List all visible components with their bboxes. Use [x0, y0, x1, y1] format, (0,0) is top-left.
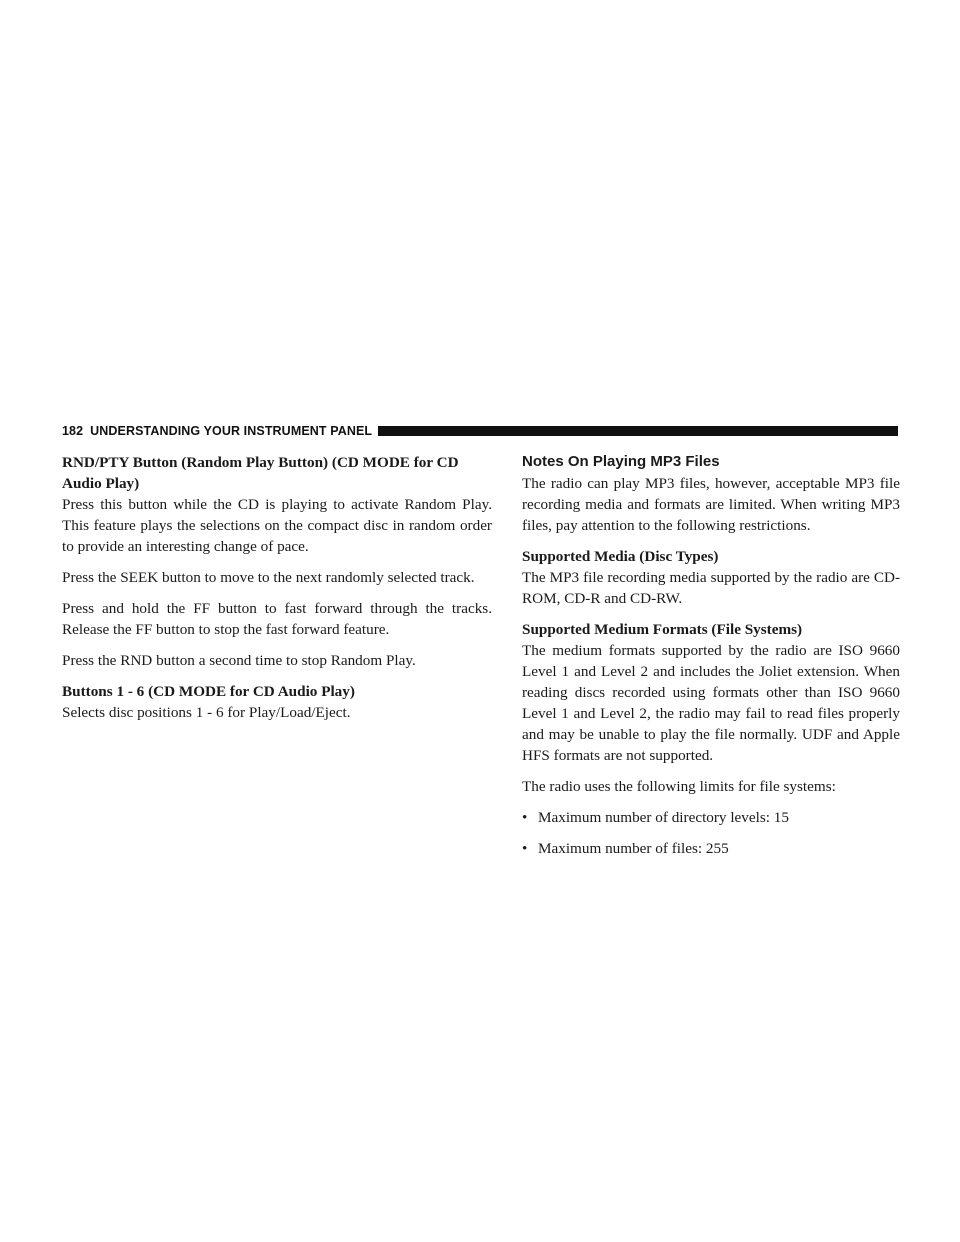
list-item: [522, 807, 900, 828]
paragraph-file-limits: The radio uses the following limits for file systems:: [522, 778, 836, 795]
paragraph-random-play: Press this button while the CD is playing to activate Random Play. This feature plays the selections on the compact disc in random order to provide an interesting change of pace.: [62, 496, 492, 555]
right-column: [522, 452, 900, 869]
paragraph-fast-forward: Press and hold the FF button to fast forward through the tracks. Release the FF button to stop the fast forward feature.: [62, 600, 492, 638]
heading-rnd-button: RND/PTY Button (Random Play Button) (CD MODE for CD Audio Play): [62, 454, 459, 492]
page-header: [62, 424, 898, 438]
paragraph-disc-positions: Selects disc positions 1 - 6 for Play/Load/Eject.: [62, 704, 351, 721]
page-number: 182: [62, 424, 84, 438]
paragraph-seek: Press the SEEK button to move to the next randomly selected track.: [62, 569, 475, 586]
paragraph-supported-formats: The medium formats supported by the radio are ISO 9660 Level 1 and Level 2 and includes the Joliet extension. When reading discs recorded using formats other than ISO 9660 Level 1 and Level 2, the radio may fail to read files properly and may be unable to play the file normally. UDF and Apple HFS formats are not supported.: [522, 642, 900, 764]
heading-supported-media: Supported Media (Disc Types): [522, 548, 719, 565]
bullet-icon: •: [522, 840, 528, 857]
paragraph-mp3-intro: The radio can play MP3 files, however, acceptable MP3 file recording media and formats are limited. When writing MP3 files, pay attention to the following restrictions.: [522, 475, 900, 534]
paragraph-stop-random: Press the RND button a second time to stop Random Play.: [62, 652, 416, 669]
limits-list: [522, 807, 900, 859]
list-item-text: Maximum number of directory levels: 15: [538, 809, 789, 826]
left-column: [62, 452, 492, 733]
list-item-text: Maximum number of files: 255: [538, 840, 729, 857]
heading-supported-formats: Supported Medium Formats (File Systems): [522, 621, 803, 638]
heading-mp3-notes: Notes On Playing MP3 Files: [522, 453, 720, 470]
list-item: [522, 838, 900, 859]
section-title: UNDERSTANDING YOUR INSTRUMENT PANEL: [90, 424, 373, 438]
bullet-icon: •: [522, 809, 528, 826]
heading-buttons-1-6: Buttons 1 - 6 (CD MODE for CD Audio Play): [62, 683, 355, 700]
paragraph-supported-media: The MP3 file recording media supported by the radio are CD-ROM, CD-R and CD-RW.: [522, 569, 900, 607]
header-rule: [378, 426, 898, 436]
